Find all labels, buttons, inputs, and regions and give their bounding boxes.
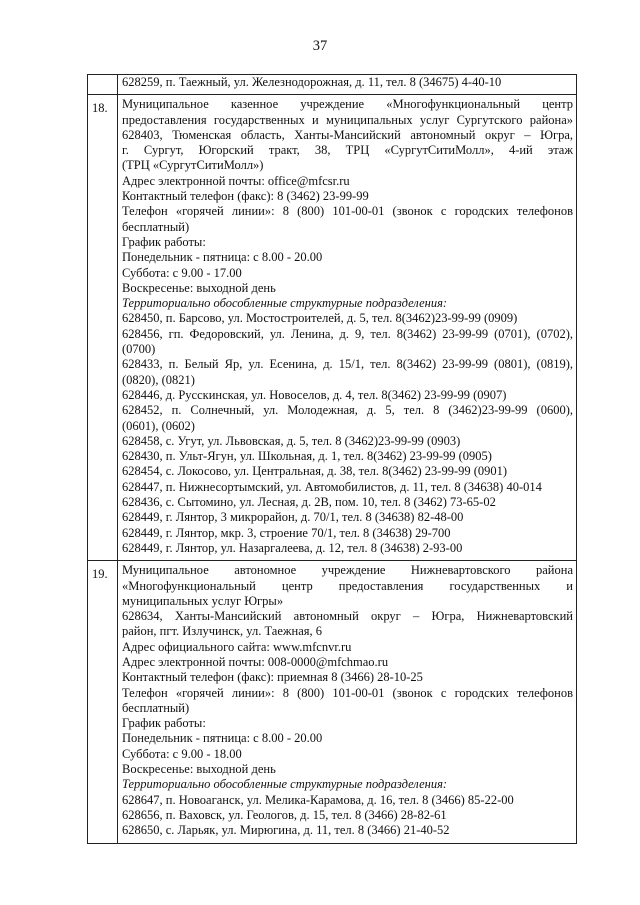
- text-line: Адрес электронной почты: office@mfcsr.ru: [122, 173, 350, 188]
- text-line: 628647, п. Новоаганск, ул. Мелика-Карамова, д. 16, тел. 8 (3466) 85-22-00: [122, 792, 514, 807]
- text-line: муниципальных услуг Югры»: [122, 593, 284, 608]
- text-line: г. Сургут, Югорский тракт, 38, ТРЦ «СургутСитиМолл», 4-ий этаж: [122, 143, 573, 158]
- directory-table: [87, 74, 577, 844]
- page-number: 37: [312, 38, 328, 54]
- text-line: 628454, с. Локосово, ул. Центральная, д. 38, тел. 8(3462) 23-99-99 (0901): [122, 464, 508, 479]
- text-line: 628650, с. Ларьяк, ул. Мирюгина, д. 11, тел. 8 (3466) 21-40-52: [122, 823, 450, 838]
- text-line: Контактный телефон (факс): приемная 8 (3466) 28-10-25: [122, 670, 423, 685]
- text-line: 628456, гп. Федоровский, ул. Ленина, д. 9, тел. 8(3462) 23-99-99 (0701), (0702),: [122, 326, 573, 341]
- text-line: 628452, п. Солнечный, ул. Молодежная, д. 5, тел. 8 (3462)23-99-99 (0600),: [122, 403, 573, 418]
- text-line: Суббота: с 9.00 - 18.00: [122, 746, 242, 761]
- text-line: 628449, г. Лянтор, ул. Назаргалеева, д. 12, тел. 8 (34638) 2-93-00: [122, 540, 463, 555]
- text-line: 628656, п. Ваховск, ул. Геологов, д. 15, тел. 8 (3466) 28-82-61: [122, 807, 447, 822]
- text-line: (0601), (0602): [122, 418, 195, 433]
- text-line: 628447, п. Нижнесортымский, ул. Автомобилистов, д. 11, тел. 8 (34638) 40-014: [122, 479, 542, 494]
- table-row-continuation: [88, 75, 577, 95]
- text-line: 628436, с. Сытомино, ул. Лесная, д. 2В, пом. 10, тел. 8 (3462) 73-65-02: [122, 495, 496, 510]
- text-line: 628449, г. Лянтор, 3 микрорайон, д. 70/1, тел. 8 (34638) 82-48-00: [122, 510, 464, 525]
- text-line: 628446, д. Русскинская, ул. Новоселов, д. 4, тел. 8(3462) 23-99-99 (0907): [122, 387, 507, 402]
- text-line: 628458, с. Угут, ул. Львовская, д. 5, тел. 8 (3462)23-99-99 (0903): [122, 433, 461, 448]
- text-line: Контактный телефон (факс): 8 (3462) 23-99-99: [122, 189, 369, 204]
- text-line: 628430, п. Ульт-Ягун, ул. Школьная, д. 1, тел. 8(3462) 23-99-99 (0905): [122, 449, 492, 464]
- text-line: Муниципальное автономное учреждение Нижневартовского района: [122, 563, 573, 578]
- text-line: Телефон «горячей линии»: 8 (800) 101-00-01 (звонок с городских телефонов: [122, 685, 573, 700]
- text-line: Муниципальное казенное учреждение «Многофункциональный центр: [122, 97, 573, 112]
- table-row-entry-18: [88, 95, 577, 561]
- text-line: Понедельник - пятница: с 8.00 - 20.00: [122, 731, 323, 746]
- text-line: Суббота: с 9.00 - 17.00: [122, 265, 242, 280]
- text-line: 628449, г. Лянтор, мкр. 3, строение 70/1, тел. 8 (34638) 29-700: [122, 525, 451, 540]
- row-content-cell: [118, 95, 577, 561]
- section-subheading: Территориально обособленные структурные подразделения:: [122, 777, 448, 792]
- text-line: Адрес электронной почты: 008-0000@mfchmao.ru: [122, 654, 389, 669]
- text-line: бесплатный): [122, 700, 190, 715]
- text-line: предоставления государственных и муниципальных услуг Сургутского района»: [122, 112, 573, 127]
- text-line: Воскресенье: выходной день: [122, 762, 276, 777]
- text-line: район, пгт. Излучинск, ул. Таежная, 6: [122, 624, 322, 639]
- section-subheading: Территориально обособленные структурные подразделения:: [122, 296, 448, 311]
- text-line: 628403, Тюменская область, Ханты-Мансийский автономный округ – Югра,: [122, 127, 573, 142]
- text-line: График работы:: [122, 234, 206, 249]
- text-line: бесплатный): [122, 219, 190, 234]
- text-line: 628433, п. Белый Яр, ул. Есенина, д. 15/1, тел. 8(3462) 23-99-99 (0801), (0819),: [122, 357, 573, 372]
- row-number-cell: 18.: [88, 95, 118, 561]
- table-row-entry-19: [88, 561, 577, 843]
- address-line: 628259, п. Таежный, ул. Железнодорожная, д. 11, тел. 8 (34675) 4-40-10: [122, 75, 502, 89]
- text-line: Телефон «горячей линии»: 8 (800) 101-00-01 (звонок с городских телефонов: [122, 204, 573, 219]
- row-number-cell: [88, 75, 118, 95]
- row-number-cell: 19.: [88, 561, 118, 843]
- text-line: Понедельник - пятница: с 8.00 - 20.00: [122, 250, 323, 265]
- text-line: Адрес официального сайта: www.mfcnvr.ru: [122, 639, 352, 654]
- text-line: 628450, п. Барсово, ул. Мостостроителей, д. 5, тел. 8(3462)23-99-99 (0909): [122, 311, 518, 326]
- text-line: График работы:: [122, 716, 206, 731]
- text-line: (0700): [122, 342, 156, 357]
- row-content-cell: [118, 75, 577, 95]
- text-line: Воскресенье: выходной день: [122, 280, 276, 295]
- text-line: (ТРЦ «СургутСитиМолл»): [122, 158, 264, 173]
- row-content-cell: [118, 561, 577, 843]
- text-line: 628634, Ханты-Мансийский автономный округ – Югра, Нижневартовский: [122, 609, 573, 624]
- text-line: (0820), (0821): [122, 372, 195, 387]
- text-line: «Многофункциональный центр предоставления государственных и: [122, 578, 573, 593]
